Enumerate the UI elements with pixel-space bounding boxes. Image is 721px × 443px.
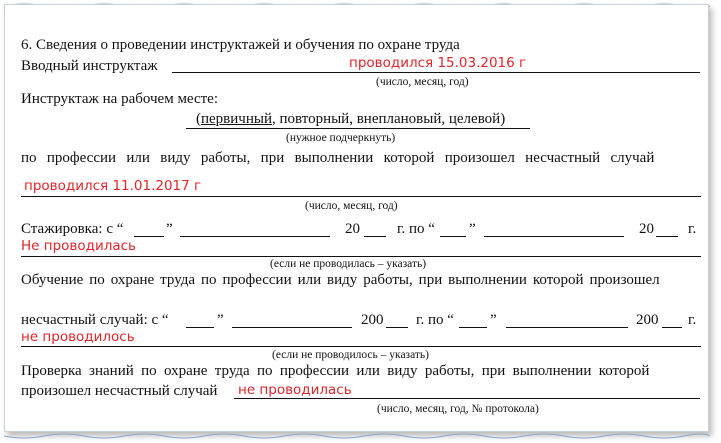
internship-year-prefix-1: 20 xyxy=(345,221,360,237)
training-line xyxy=(21,346,701,347)
workplace-briefing-value[interactable]: проводился 11.01.2017 г xyxy=(24,178,202,194)
internship-close-quote: ” xyxy=(166,221,173,237)
internship-to-month-line xyxy=(484,236,624,237)
workplace-briefing-label: Инструктаж на рабочем месте: xyxy=(21,91,218,107)
internship-caption: (если не проводилась – указать) xyxy=(270,258,427,270)
training-line-1: Обучение по охране труда по профессии или виду работы, при выполнении которой произошел xyxy=(21,272,660,288)
knowledge-check-value[interactable]: не проводилась xyxy=(238,382,352,398)
intro-briefing-line xyxy=(172,72,700,73)
training-close-quote-2: ” xyxy=(490,312,497,328)
training-year-prefix-2: 200 xyxy=(636,312,659,328)
internship-from-day-line xyxy=(134,236,164,237)
training-from-year-line xyxy=(386,327,408,328)
training-from-month-line xyxy=(232,327,352,328)
training-to-year-line xyxy=(662,327,682,328)
internship-to-label: г. по “ xyxy=(397,221,435,237)
knowledge-check-caption: (число, месяц, год, № протокола) xyxy=(377,403,539,415)
training-to-month-line xyxy=(506,327,628,328)
briefing-type-rest: , повторный, внеплановый, целевой) xyxy=(271,111,506,127)
training-from-label: несчастный случай: с “ xyxy=(21,312,169,328)
internship-line xyxy=(21,256,701,257)
intro-briefing-caption: (число, месяц, год) xyxy=(376,76,469,88)
training-caption: (если не проводилось – указать) xyxy=(272,349,429,361)
internship-from-label: Стажировка: с “ xyxy=(21,221,124,237)
intro-briefing-value[interactable]: проводился 15.03.2016 г xyxy=(349,55,527,71)
training-to-label: г. по “ xyxy=(416,312,454,328)
training-year-prefix-1: 200 xyxy=(361,312,384,328)
workplace-briefing-caption: (число, месяц, год) xyxy=(305,200,398,212)
internship-from-month-line xyxy=(180,236,330,237)
internship-from-year-line xyxy=(364,236,386,237)
workplace-briefing-condition: по профессии или виду работы, при выполнении которой произошел несчастный случай xyxy=(21,150,655,166)
briefing-type-caption: (нужное подчеркнуть) xyxy=(286,132,396,144)
workplace-briefing-line xyxy=(21,196,701,197)
torn-edge-bottom xyxy=(4,432,710,442)
briefing-type-options xyxy=(196,111,505,128)
internship-to-year-line xyxy=(656,236,678,237)
knowledge-check-line xyxy=(234,398,700,399)
internship-year-prefix-2: 20 xyxy=(639,221,654,237)
section-title: 6. Сведения о проведении инструктажей и обучения по охране труда xyxy=(21,37,460,53)
internship-year-suffix: г. xyxy=(688,221,697,237)
training-value[interactable]: не проводилось xyxy=(21,329,135,345)
intro-briefing-label: Вводный инструктаж xyxy=(21,58,158,74)
briefing-type-selected[interactable]: первичный xyxy=(201,111,272,127)
briefing-type-line xyxy=(186,128,530,129)
briefing-type-open-paren: ( xyxy=(196,111,201,127)
knowledge-check-line-2: произошел несчастный случай xyxy=(21,383,218,399)
training-close-quote: ” xyxy=(217,312,224,328)
knowledge-check-line-1: Проверка знаний по охране труда по профессии или виду работы, при выполнении которой xyxy=(21,363,650,379)
internship-to-day-line xyxy=(440,236,466,237)
internship-close-quote-2: ” xyxy=(469,221,476,237)
training-from-day-line xyxy=(186,327,214,328)
internship-value[interactable]: Не проводилась xyxy=(21,238,137,254)
training-year-suffix: г. xyxy=(688,312,697,328)
training-to-day-line xyxy=(459,327,487,328)
